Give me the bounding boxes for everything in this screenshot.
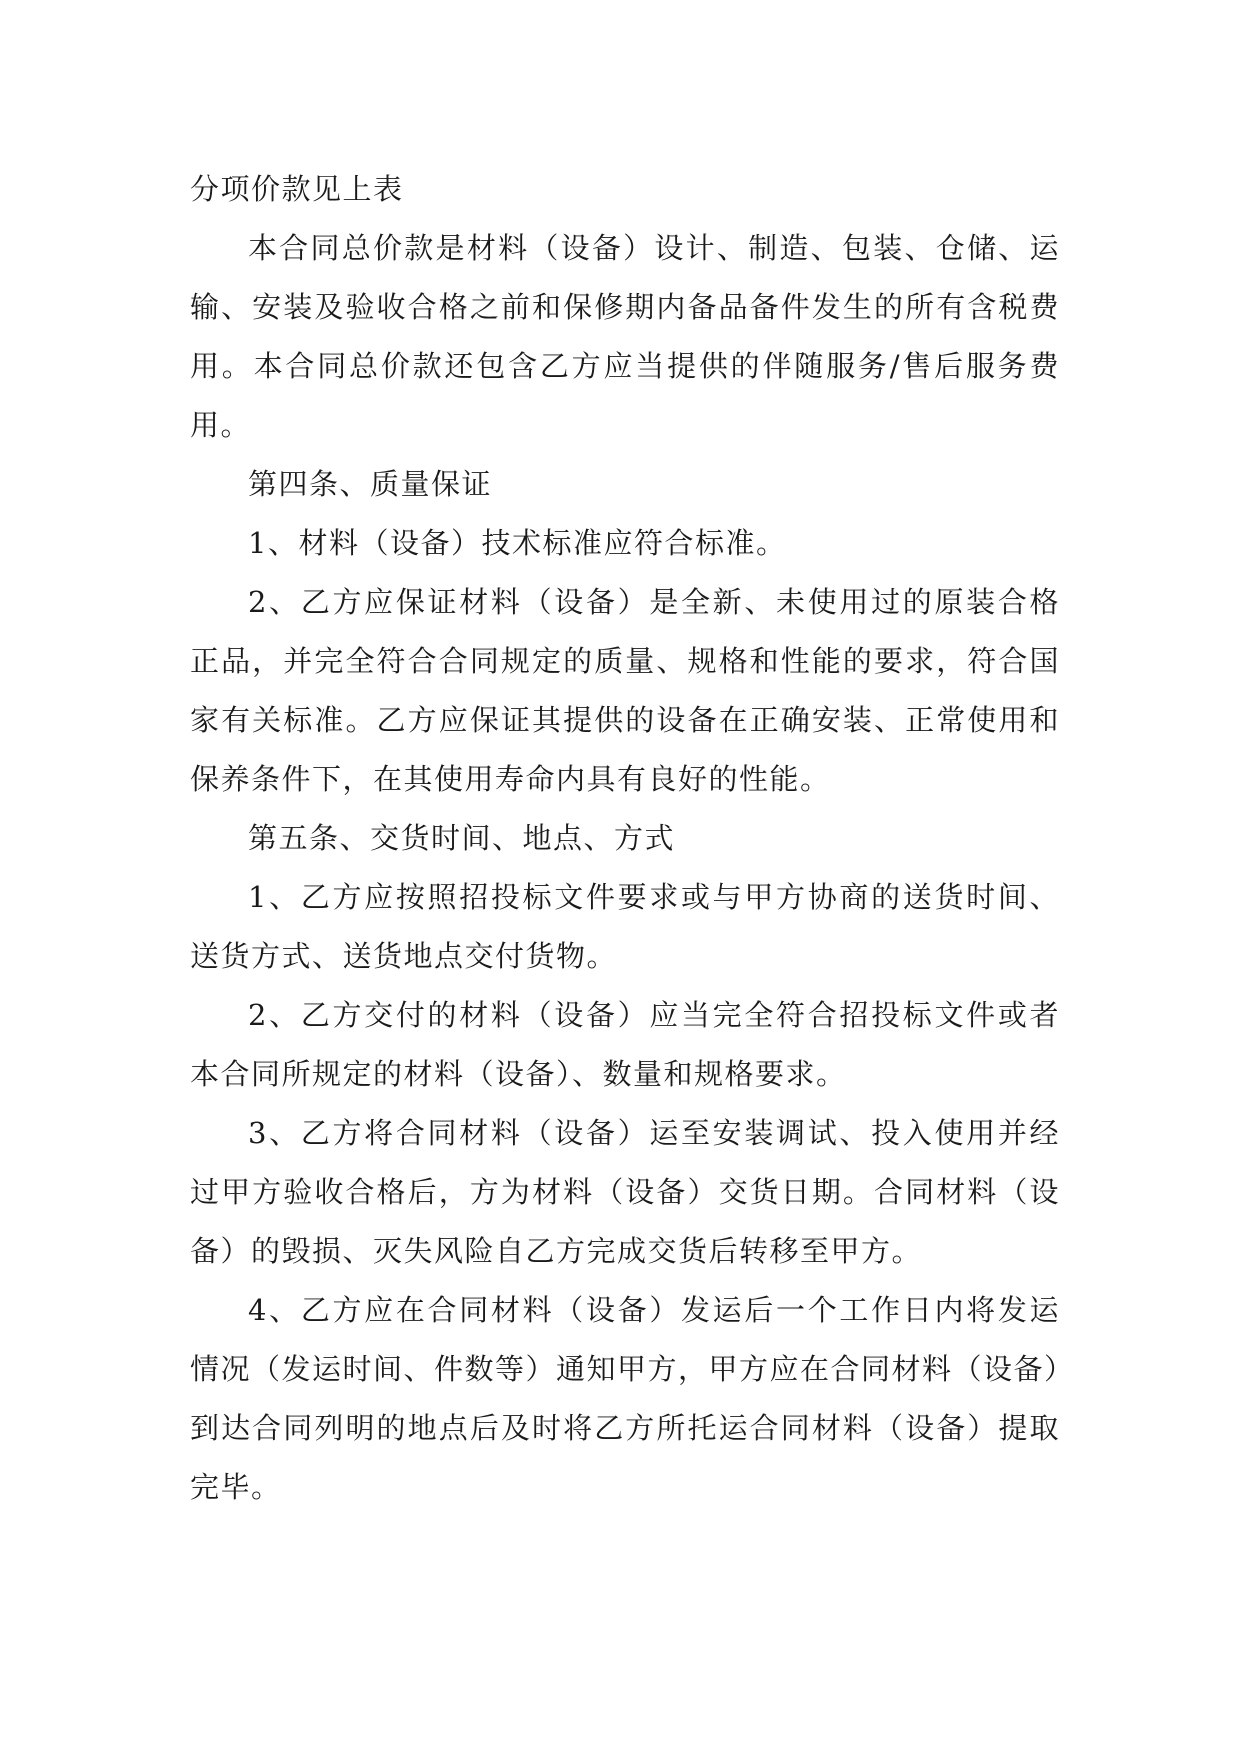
paragraph-quality-1: 1、材料（设备）技术标准应符合标准。 [248,526,787,560]
document-body [190,160,1060,1517]
section-heading-quality: 第四条、质量保证 [248,467,493,501]
paragraph-delivery-3: 3、乙方将合同材料（设备）运至安装调试、投入使用并经过甲方验收合格后，方为材料（设备）交货日期。合同材料（设备）的毁损、灭失风险自乙方完成交货后转移至甲方。 [190,1116,1060,1268]
paragraph-delivery-1: 1、乙方应按照招投标文件要求或与甲方协商的送货时间、送货方式、送货地点交付货物。 [190,880,1060,973]
paragraph-delivery-2: 2、乙方交付的材料（设备）应当完全符合招投标文件或者本合同所规定的材料（设备）、数量和规格要求。 [190,998,1060,1091]
paragraph-delivery-4: 4、乙方应在合同材料（设备）发运后一个工作日内将发运情况（发运时间、件数等）通知甲方，甲方应在合同材料（设备）到达合同列明的地点后及时将乙方所托运合同材料（设备）提取完毕。 [190,1293,1061,1504]
paragraph-quality-2: 2、乙方应保证材料（设备）是全新、未使用过的原装合格正品，并完全符合合同规定的质量、规格和性能的要求，符合国家有关标准。乙方应保证其提供的设备在正确安装、正常使用和保养条件下，在其使用寿命内具有良好的性能。 [190,585,1060,796]
section-heading-delivery: 第五条、交货时间、地点、方式 [248,821,676,855]
paragraph-price-note: 分项价款见上表 [190,172,404,206]
paragraph-total-price: 本合同总价款是材料（设备）设计、制造、包装、仓储、运输、安装及验收合格之前和保修期内备品备件发生的所有含税费用。本合同总价款还包含乙方应当提供的伴随服务/售后服务费用。 [190,231,1060,442]
